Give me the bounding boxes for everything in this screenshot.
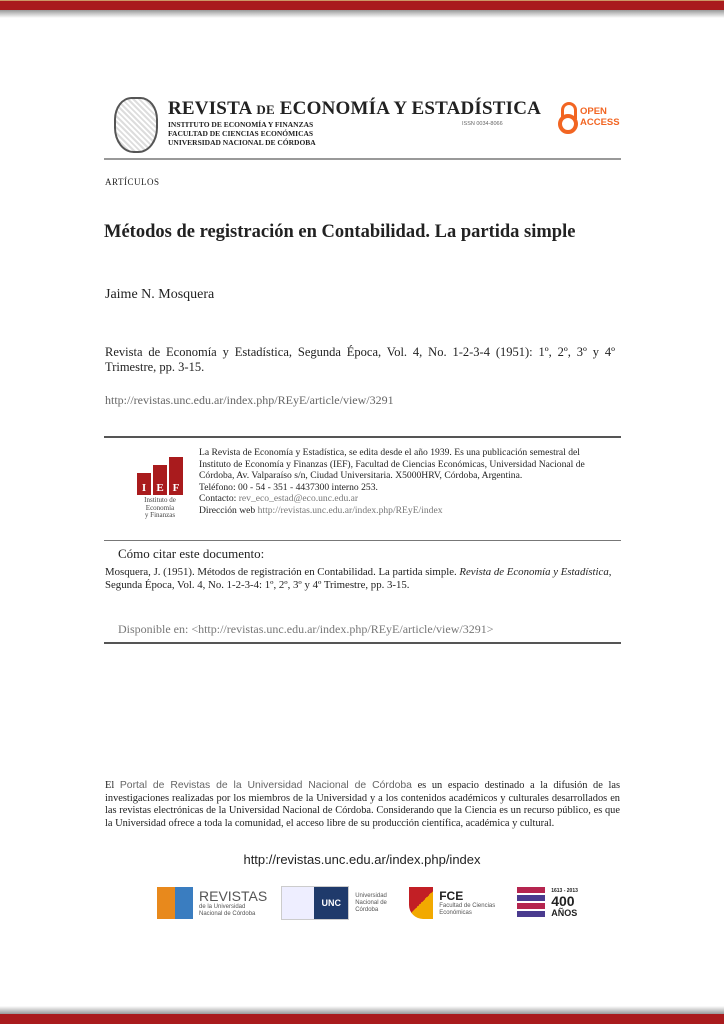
citation-heading: Cómo citar este documento: [118, 546, 265, 561]
article-title: Métodos de registración en Contabilidad. La partida simple [104, 222, 576, 242]
journal-title: REVISTA DE ECONOMÍA Y ESTADÍSTICA [168, 98, 542, 119]
divider [104, 436, 621, 438]
top-bar [0, 0, 724, 10]
unc-logo: UNC Universidad Nacional de Córdoba [281, 886, 395, 920]
portal-link[interactable]: Portal de Revistas de la Universidad Nacional de Córdoba [119, 780, 412, 791]
unc-seal-logo [114, 97, 158, 153]
institute-lines: INSTITUTO DE ECONOMÍA Y FINANZAS FACULTAD DE CIENCIAS ECONÓMICAS UNIVERSIDAD NACIONAL DE CÓRDOBA [168, 120, 316, 147]
fce-logo: FCE Facultad de Ciencias Económicas [409, 887, 503, 919]
issn: ISSN 0034-8066 [462, 121, 503, 127]
contact-email[interactable]: rev_eco_estad@eco.unc.edu.ar [238, 493, 359, 505]
revistas-logo: REVISTAS de la Universidad Nacional de Córdoba [157, 887, 267, 919]
ief-info: La Revista de Economía y Estadística, se edita desde el año 1939. Es una publicación semestral del Instituto de Economía y Finanzas (IEF), Facultad de Ciencias Económicas, Universidad Nacional de Córdoba, Av. Valparaíso s/n, Ciudad Universitaria. X5000HRV, Córdoba, Argentina. Teléfono: 00 - 54 - 351 - 4437300 interno 253. Contacto: rev_eco_estad@eco.unc.edu.ar Dirección web http://revistas.unc.edu.ar/index.php/REyE/index [199, 447, 585, 516]
divider [104, 642, 621, 644]
section-label: ARTÍCULOS [105, 177, 160, 187]
open-access-icon [558, 102, 576, 132]
portal-text: El Portal de Revistas de la Universidad Nacional de Córdoba es un espacio destinado a la difusión de las investigaciones realizadas por los miembros de la Universidad y a los contenidos académicos y culturales desarrollados en las revistas electrónicas de la Universidad Nacional de Córdoba. Considerando que la Ciencia es un recurso público, es que la Universidad ofrece a toda la comunidad, el acceso libre de su producción científica, académica y cultural. [105, 780, 620, 829]
citation-text: Mosquera, J. (1951). Métodos de registración en Contabilidad. La partida simple. Revista de Economía y Estadística, Segunda Época, Vol. 4, No. 1-2-3-4: 1º, 2º, 3º y 4º Trimestre, pp. 3-15. [105, 566, 612, 591]
web-link[interactable]: http://revistas.unc.edu.ar/index.php/REyE/index [257, 504, 443, 516]
400-anos-logo: 1613 - 2013 400 AÑOS [517, 887, 578, 919]
bottom-bar [0, 1014, 724, 1024]
ief-logo: I E F Instituto de Economía y Finanzas [137, 455, 183, 520]
bottom-shade [0, 1006, 724, 1014]
divider [104, 158, 621, 160]
logos-row [157, 886, 578, 920]
top-shade [0, 10, 724, 18]
open-access-logo: OPEN ACCESS [558, 102, 620, 132]
article-url[interactable]: http://revistas.unc.edu.ar/index.php/REyE/article/view/3291 [105, 393, 394, 407]
available-at[interactable]: Disponible en: <http://revistas.unc.edu.ar/index.php/REyE/article/view/3291> [118, 622, 494, 636]
reference: Revista de Economía y Estadística, Segunda Época, Vol. 4, No. 1-2-3-4 (1951): 1º, 2º, 3º y 4º Trimestre, pp. 3-15. [105, 345, 615, 374]
author: Jaime N. Mosquera [105, 287, 215, 302]
portal-url[interactable]: http://revistas.unc.edu.ar/index.php/index [243, 852, 481, 867]
divider [104, 540, 621, 541]
